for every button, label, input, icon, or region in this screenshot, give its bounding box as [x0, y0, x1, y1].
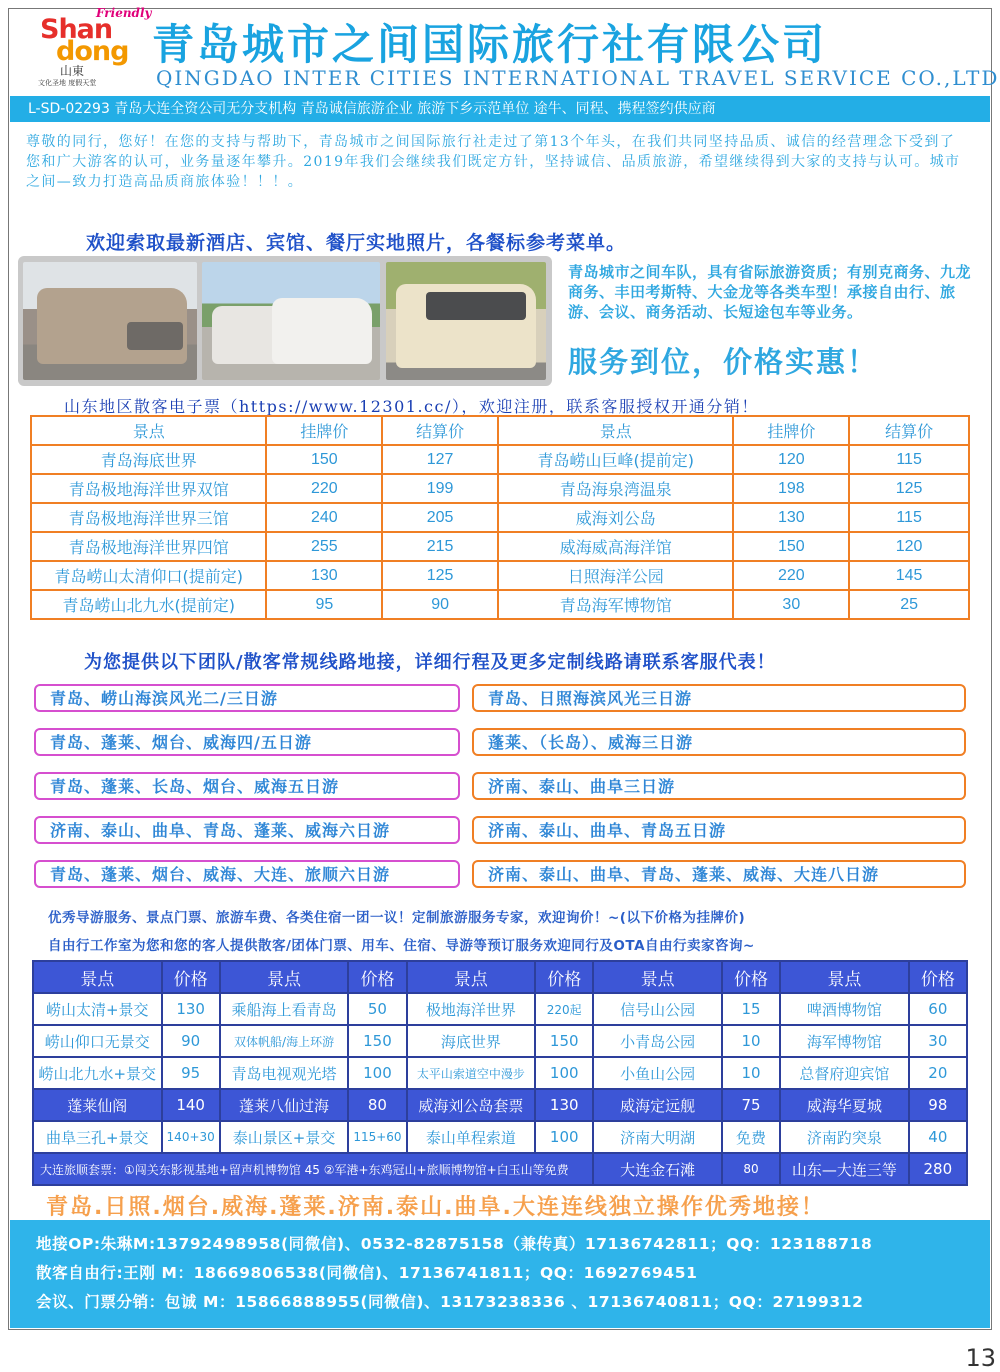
- table-cell: 95: [162, 1057, 220, 1089]
- table-cell: 15: [722, 993, 780, 1025]
- table-cell: 130: [733, 503, 849, 532]
- contact-line: 地接OP:朱琳M:13792498958(同微信)、0532-82875158（兼传真）17136742811；QQ：123188718: [36, 1235, 873, 1253]
- e-ticket-note: 山东地区散客电子票（https://www.12301.cc/），欢迎注册，联系客服授权开通分销！: [64, 397, 759, 416]
- vehicle-photo-coaster: [386, 262, 546, 380]
- service-slogan: 服务到位，价格实惠！: [568, 345, 879, 379]
- header-cell: 景点: [220, 961, 349, 993]
- logo-shan: Shan: [40, 14, 113, 45]
- header-cell: 景点: [498, 416, 733, 445]
- credential-bar: L-SD-02293 青岛大连全资公司无分支机构 青岛诚信旅游企业 旅游下乡示范单位 途牛、同程、携程签约供应商: [10, 96, 990, 122]
- route-item: 青岛、蓬莱、长岛、烟台、威海五日游: [34, 772, 460, 800]
- table-cell: 30: [909, 1025, 967, 1057]
- contact-line: 散客自由行:王刚 M：18669806538(同微信)、17136741811；QQ：1692769451: [36, 1264, 698, 1282]
- table-header-row: [33, 961, 967, 993]
- logo-dong: dong: [56, 36, 129, 67]
- table-cell: 乘船海上看青岛: [220, 993, 349, 1025]
- table-cell: 泰山景区+景交: [220, 1121, 349, 1153]
- table-cell: 100: [535, 1057, 593, 1089]
- table-cell: 威海刘公岛: [498, 503, 733, 532]
- table-cell: 60: [909, 993, 967, 1025]
- contact-line: 会议、门票分销：包诚 M：15866888955(同微信)、13173238336 、17136740811；QQ：27199312: [36, 1293, 864, 1311]
- dalian-package-note: 大连旅顺套票：①闯关东影视基地+留声机博物馆 45 ②军港+东鸡冠山+旅顺博物馆+白玉山等免费: [33, 1153, 593, 1185]
- table-cell: 青岛崂山巨峰(提前定): [498, 445, 733, 474]
- header-cell: 结算价: [382, 416, 498, 445]
- table-cell: 免费: [722, 1121, 780, 1153]
- table-row: [31, 561, 969, 590]
- route-item: 蓬莱、（长岛）、威海三日游: [472, 728, 966, 756]
- services-line-2: 自由行工作室为您和您的客人提供散客/团体门票、用车、住宿、导游等预订服务欢迎同行及OTA自由行卖家咨询~: [48, 938, 755, 954]
- table-cell: 90: [162, 1025, 220, 1057]
- table-cell: 崂山太清+景交: [33, 993, 162, 1025]
- table-cell: 220: [266, 474, 382, 503]
- table-cell: 山东—大连三等: [780, 1153, 909, 1185]
- route-item: 青岛、蓬莱、烟台、威海四/五日游: [34, 728, 460, 756]
- vehicle-photo-strip: [18, 256, 552, 386]
- table-cell: 120: [733, 445, 849, 474]
- logo-seal: 山東: [60, 64, 85, 78]
- table-cell: 80: [348, 1089, 406, 1121]
- intro-paragraph: 尊敬的同行，您好！在您的支持与帮助下，青岛城市之间国际旅行社走过了第13个年头，在我们共同坚持品质、诚信的经营理念下受到了您和广大游客的认可，业务量逐年攀升。2019年我们会继续我们既定方针，坚持诚信、品质旅游，希望继续得到大家的支持与认可。城市之间—致力打造高品质商旅体验！！！。: [26, 134, 961, 190]
- table-cell: 太平山索道空中漫步: [407, 1057, 536, 1089]
- shandong-logo: [34, 6, 152, 90]
- table-cell: 青岛极地海洋世界双馆: [31, 474, 266, 503]
- table-cell: 大连金石滩: [593, 1153, 722, 1185]
- company-title-en: QINGDAO INTER CITIES INTERNATIONAL TRAVEL SERVICE CO.,LTD: [156, 66, 1000, 90]
- header-cell: 景点: [593, 961, 722, 993]
- table-cell: 20: [909, 1057, 967, 1089]
- table-cell: 220: [733, 561, 849, 590]
- table-cell: 255: [266, 532, 382, 561]
- table-row: [31, 503, 969, 532]
- header-cell: 挂牌价: [266, 416, 382, 445]
- table-cell: 极地海洋世界: [407, 993, 536, 1025]
- table-cell: 198: [733, 474, 849, 503]
- table-cell: 总督府迎宾馆: [780, 1057, 909, 1089]
- table-row: [33, 1153, 967, 1185]
- header-cell: 价格: [909, 961, 967, 993]
- header-cell: 价格: [722, 961, 780, 993]
- header-cell: 景点: [407, 961, 536, 993]
- table-cell: 150: [348, 1025, 406, 1057]
- vehicle-photo-vans: [202, 262, 380, 380]
- table-cell: 威海定远舰: [593, 1089, 722, 1121]
- vehicle-photo-mpv: [23, 262, 197, 380]
- table-cell: 125: [849, 474, 969, 503]
- table-cell: 10: [722, 1057, 780, 1089]
- table-cell: 30: [733, 590, 849, 619]
- table-cell: 127: [382, 445, 498, 474]
- table-cell: 130: [162, 993, 220, 1025]
- table-cell: 啤酒博物馆: [780, 993, 909, 1025]
- table-header-row: [31, 416, 969, 445]
- attraction-price-table: [32, 960, 968, 1186]
- table-cell: 25: [849, 590, 969, 619]
- route-item: 济南、泰山、曲阜、青岛、蓬莱、威海、大连八日游: [472, 860, 966, 888]
- table-cell: 150: [266, 445, 382, 474]
- header-cell: 挂牌价: [733, 416, 849, 445]
- table-cell: 青岛极地海洋世界三馆: [31, 503, 266, 532]
- logo-tagline: 文化圣地 度假天堂: [38, 79, 97, 87]
- table-cell: 115+60: [348, 1121, 406, 1153]
- table-row: [31, 532, 969, 561]
- table-cell: 信号山公园: [593, 993, 722, 1025]
- table-cell: 日照海洋公园: [498, 561, 733, 590]
- table-cell: 120: [849, 532, 969, 561]
- table-cell: 220起: [535, 993, 593, 1025]
- table-cell: 140: [162, 1089, 220, 1121]
- header-cell: 景点: [33, 961, 162, 993]
- table-cell: 150: [535, 1025, 593, 1057]
- table-cell: 90: [382, 590, 498, 619]
- table-cell: 75: [722, 1089, 780, 1121]
- routes-heading: 为您提供以下团队/散客常规线路地接，详细行程及更多定制线路请联系客服代表！: [84, 652, 776, 673]
- table-cell: 125: [382, 561, 498, 590]
- table-cell: 泰山单程索道: [407, 1121, 536, 1153]
- route-item: 济南、泰山、曲阜、青岛五日游: [472, 816, 966, 844]
- table-cell: 双体帆船/海上环游: [220, 1025, 349, 1057]
- table-cell: 蓬莱八仙过海: [220, 1089, 349, 1121]
- table-cell: 145: [849, 561, 969, 590]
- table-cell: 98: [909, 1089, 967, 1121]
- table-cell: 280: [909, 1153, 967, 1185]
- ticket-price-table: [30, 415, 970, 620]
- table-row: [31, 474, 969, 503]
- table-cell: 10: [722, 1025, 780, 1057]
- page-number: 13: [965, 1344, 996, 1372]
- table-row: [33, 1089, 967, 1121]
- regions-banner: 青岛.日照.烟台.威海.蓬莱.济南.泰山.曲阜.大连连线独立操作优秀地接！: [46, 1195, 825, 1220]
- route-item: 青岛、日照海滨风光三日游: [472, 684, 966, 712]
- header-cell: 价格: [162, 961, 220, 993]
- company-title-cn: 青岛城市之间国际旅行社有限公司: [152, 20, 828, 69]
- table-cell: 95: [266, 590, 382, 619]
- table-cell: 青岛海底世界: [31, 445, 266, 474]
- table-cell: 济南趵突泉: [780, 1121, 909, 1153]
- table-row: [33, 1121, 967, 1153]
- route-item: 青岛、蓬莱、烟台、威海、大连、旅顺六日游: [34, 860, 460, 888]
- table-cell: 130: [535, 1089, 593, 1121]
- table-cell: 150: [733, 532, 849, 561]
- table-cell: 50: [348, 993, 406, 1025]
- table-cell: 130: [266, 561, 382, 590]
- table-cell: 240: [266, 503, 382, 532]
- route-item: 济南、泰山、曲阜三日游: [472, 772, 966, 800]
- table-cell: 小青岛公园: [593, 1025, 722, 1057]
- table-cell: 80: [722, 1153, 780, 1185]
- table-cell: 115: [849, 445, 969, 474]
- table-cell: 小鱼山公园: [593, 1057, 722, 1089]
- table-cell: 青岛极地海洋世界四馆: [31, 532, 266, 561]
- table-cell: 215: [382, 532, 498, 561]
- table-row: [31, 445, 969, 474]
- header-cell: 结算价: [849, 416, 969, 445]
- table-cell: 蓬莱仙阁: [33, 1089, 162, 1121]
- table-cell: 海军博物馆: [780, 1025, 909, 1057]
- table-cell: 威海华夏城: [780, 1089, 909, 1121]
- table-row: [33, 1057, 967, 1089]
- table-cell: 崂山仰口无景交: [33, 1025, 162, 1057]
- services-line-1: 优秀导游服务、景点门票、旅游车费、各类住宿一团一议！定制旅游服务专家，欢迎询价！~(以下价格为挂牌价): [48, 910, 746, 926]
- table-cell: 青岛崂山北九水(提前定): [31, 590, 266, 619]
- table-cell: 济南大明湖: [593, 1121, 722, 1153]
- table-cell: 140+30: [162, 1121, 220, 1153]
- table-cell: 青岛海军博物馆: [498, 590, 733, 619]
- table-row: [31, 590, 969, 619]
- table-cell: 青岛崂山太清仰口(提前定): [31, 561, 266, 590]
- table-cell: 205: [382, 503, 498, 532]
- table-cell: 199: [382, 474, 498, 503]
- table-cell: 威海威高海洋馆: [498, 532, 733, 561]
- welcome-heading: 欢迎索取最新酒店、宾馆、餐厅实地照片，各餐标参考菜单。: [86, 232, 627, 254]
- header-cell: 景点: [780, 961, 909, 993]
- logo-friendly: Friendly: [96, 6, 152, 20]
- contact-panel: [10, 1220, 990, 1328]
- table-cell: 曲阜三孔+景交: [33, 1121, 162, 1153]
- table-cell: 青岛海泉湾温泉: [498, 474, 733, 503]
- table-cell: 海底世界: [407, 1025, 536, 1057]
- table-row: [33, 1025, 967, 1057]
- table-cell: 115: [849, 503, 969, 532]
- table-cell: 100: [535, 1121, 593, 1153]
- table-cell: 威海刘公岛套票: [407, 1089, 536, 1121]
- table-row: [33, 993, 967, 1025]
- table-cell: 青岛电视观光塔: [220, 1057, 349, 1089]
- fleet-description: 青岛城市之间车队，具有省际旅游资质；有别克商务、九龙商务、丰田考斯特、大金龙等各类车型！承接自由行、旅游、会议、商务活动、长短途包车等业务。: [568, 263, 972, 321]
- route-item: 济南、泰山、曲阜、青岛、蓬莱、威海六日游: [34, 816, 460, 844]
- route-item: 青岛、崂山海滨风光二/三日游: [34, 684, 460, 712]
- table-cell: 100: [348, 1057, 406, 1089]
- header-cell: 价格: [348, 961, 406, 993]
- header-cell: 景点: [31, 416, 266, 445]
- header-cell: 价格: [535, 961, 593, 993]
- table-cell: 崂山北九水+景交: [33, 1057, 162, 1089]
- table-cell: 40: [909, 1121, 967, 1153]
